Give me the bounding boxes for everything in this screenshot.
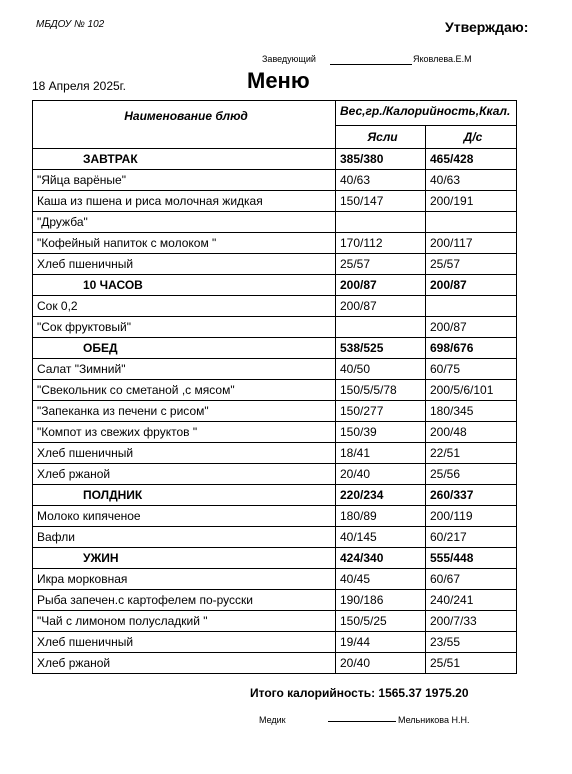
- table-row: [33, 296, 517, 317]
- dish-name-cell: Икра морковная: [33, 569, 336, 590]
- dish-name-cell: Салат "Зимний": [33, 359, 336, 380]
- medic-name: Мельникова Н.Н.: [398, 715, 470, 725]
- dish-name-cell: ОБЕД: [33, 338, 336, 359]
- table-row: [33, 170, 517, 191]
- table-row: [33, 233, 517, 254]
- kindergarten-value-cell: 698/676: [426, 338, 517, 359]
- nursery-value-cell: 150/147: [336, 191, 426, 212]
- table-row: [33, 401, 517, 422]
- kindergarten-value-cell: 200/117: [426, 233, 517, 254]
- medic-role: Медик: [259, 715, 286, 725]
- section-row: [33, 548, 517, 569]
- approval-label: Утверждаю:: [445, 19, 529, 35]
- dish-name-cell: Каша из пшена и риса молочная жидкая: [33, 191, 336, 212]
- kindergarten-value-cell: 180/345: [426, 401, 517, 422]
- table-row: [33, 464, 517, 485]
- nursery-value-cell: 150/277: [336, 401, 426, 422]
- nursery-value-cell: 18/41: [336, 443, 426, 464]
- dish-name-cell: УЖИН: [33, 548, 336, 569]
- kindergarten-value-cell: 60/217: [426, 527, 517, 548]
- nursery-value-cell: 40/63: [336, 170, 426, 191]
- dish-name-cell: ПОЛДНИК: [33, 485, 336, 506]
- head-role: Заведующий: [262, 54, 316, 64]
- table-row: [33, 611, 517, 632]
- dish-name-cell: Сок 0,2: [33, 296, 336, 317]
- nursery-value-cell: 150/5/25: [336, 611, 426, 632]
- dish-name-cell: ЗАВТРАК: [33, 149, 336, 170]
- dish-name-cell: Хлеб пшеничный: [33, 632, 336, 653]
- medic-signature-line: [328, 721, 396, 722]
- menu-table: [32, 100, 517, 674]
- nursery-value-cell: 538/525: [336, 338, 426, 359]
- table-row: [33, 443, 517, 464]
- nursery-value-cell: 220/234: [336, 485, 426, 506]
- nursery-value-cell: 20/40: [336, 653, 426, 674]
- kindergarten-value-cell: 25/56: [426, 464, 517, 485]
- nursery-value-cell: 150/39: [336, 422, 426, 443]
- table-row: [33, 380, 517, 401]
- table-row: [33, 359, 517, 380]
- table-row: [33, 212, 517, 233]
- dish-name-cell: "Компот из свежих фруктов ": [33, 422, 336, 443]
- kindergarten-value-cell: 200/5/6/101: [426, 380, 517, 401]
- dish-name-cell: "Запеканка из печени с рисом": [33, 401, 336, 422]
- kindergarten-value-cell: 240/241: [426, 590, 517, 611]
- kindergarten-value-cell: 465/428: [426, 149, 517, 170]
- column-header-nursery: Ясли: [336, 126, 426, 149]
- section-row: [33, 485, 517, 506]
- table-row: [33, 632, 517, 653]
- kindergarten-value-cell: [426, 296, 517, 317]
- dish-name-cell: "Яйца варёные": [33, 170, 336, 191]
- kindergarten-value-cell: 260/337: [426, 485, 517, 506]
- kindergarten-value-cell: 60/67: [426, 569, 517, 590]
- table-header-row: [33, 101, 517, 126]
- nursery-value-cell: 170/112: [336, 233, 426, 254]
- table-row: [33, 191, 517, 212]
- dish-name-cell: Вафли: [33, 527, 336, 548]
- table-row: [33, 317, 517, 338]
- table-row: [33, 506, 517, 527]
- dish-name-cell: Молоко кипяченое: [33, 506, 336, 527]
- table-row: [33, 527, 517, 548]
- nursery-value-cell: 424/340: [336, 548, 426, 569]
- kindergarten-value-cell: 23/55: [426, 632, 517, 653]
- table-row: [33, 653, 517, 674]
- kindergarten-value-cell: [426, 212, 517, 233]
- dish-name-cell: Хлеб ржаной: [33, 653, 336, 674]
- kindergarten-value-cell: 200/119: [426, 506, 517, 527]
- section-row: [33, 275, 517, 296]
- nursery-value-cell: 200/87: [336, 296, 426, 317]
- dish-name-cell: "Кофейный напиток с молоком ": [33, 233, 336, 254]
- menu-date: 18 Апреля 2025г.: [32, 79, 126, 93]
- section-row: [33, 149, 517, 170]
- nursery-value-cell: [336, 317, 426, 338]
- dish-name-cell: "Сок фруктовый": [33, 317, 336, 338]
- dish-name-cell: Рыба запечен.с картофелем по-русски: [33, 590, 336, 611]
- nursery-value-cell: 40/45: [336, 569, 426, 590]
- signature-line: [330, 64, 412, 65]
- page-title: Меню: [247, 68, 310, 93]
- kindergarten-value-cell: 200/87: [426, 275, 517, 296]
- kindergarten-value-cell: 40/63: [426, 170, 517, 191]
- nursery-value-cell: 385/380: [336, 149, 426, 170]
- nursery-value-cell: 40/50: [336, 359, 426, 380]
- kindergarten-value-cell: 60/75: [426, 359, 517, 380]
- kindergarten-value-cell: 200/7/33: [426, 611, 517, 632]
- nursery-value-cell: 40/145: [336, 527, 426, 548]
- nursery-value-cell: [336, 212, 426, 233]
- nursery-value-cell: 25/57: [336, 254, 426, 275]
- column-header-weight-calories: Вес,гр./Калорийность,Ккал.: [336, 101, 517, 126]
- nursery-value-cell: 200/87: [336, 275, 426, 296]
- table-row: [33, 422, 517, 443]
- nursery-value-cell: 180/89: [336, 506, 426, 527]
- nursery-value-cell: 20/40: [336, 464, 426, 485]
- table-row: [33, 569, 517, 590]
- kindergarten-value-cell: 200/87: [426, 317, 517, 338]
- column-header-dish: Наименование блюд: [33, 101, 336, 149]
- table-row: [33, 254, 517, 275]
- nursery-value-cell: 19/44: [336, 632, 426, 653]
- nursery-value-cell: 190/186: [336, 590, 426, 611]
- dish-name-cell: Хлеб пшеничный: [33, 254, 336, 275]
- kindergarten-value-cell: 25/51: [426, 653, 517, 674]
- dish-name-cell: 10 ЧАСОВ: [33, 275, 336, 296]
- dish-name-cell: Хлеб ржаной: [33, 464, 336, 485]
- organization-name: МБДОУ № 102: [36, 19, 105, 30]
- dish-name-cell: "Дружба": [33, 212, 336, 233]
- total-calories: Итого калорийность: 1565.37 1975.20: [250, 686, 469, 700]
- kindergarten-value-cell: 200/191: [426, 191, 517, 212]
- dish-name-cell: Хлеб пшеничный: [33, 443, 336, 464]
- head-name: Яковлева.Е.М: [413, 54, 472, 64]
- kindergarten-value-cell: 555/448: [426, 548, 517, 569]
- dish-name-cell: "Свекольник со сметаной ,с мясом": [33, 380, 336, 401]
- kindergarten-value-cell: 200/48: [426, 422, 517, 443]
- table-row: [33, 590, 517, 611]
- nursery-value-cell: 150/5/5/78: [336, 380, 426, 401]
- kindergarten-value-cell: 22/51: [426, 443, 517, 464]
- column-header-kindergarten: Д/с: [426, 126, 517, 149]
- dish-name-cell: "Чай с лимоном полусладкий ": [33, 611, 336, 632]
- kindergarten-value-cell: 25/57: [426, 254, 517, 275]
- section-row: [33, 338, 517, 359]
